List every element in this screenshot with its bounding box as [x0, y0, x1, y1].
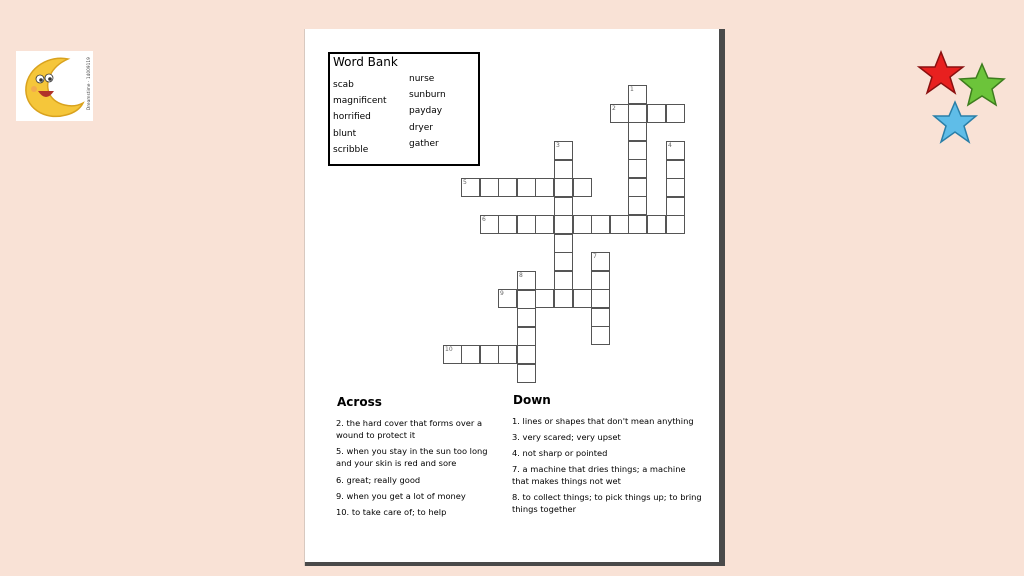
crossword-cell[interactable] — [573, 178, 592, 197]
crossword-cell[interactable] — [628, 215, 647, 234]
crossword-cell[interactable] — [517, 178, 536, 197]
word-bank-title: Word Bank — [333, 55, 398, 69]
crossword-cell[interactable] — [647, 104, 666, 123]
crossword-cell[interactable] — [554, 289, 573, 308]
crossword-cell[interactable] — [591, 289, 610, 308]
word-bank-word: magnificent — [333, 96, 387, 107]
crossword-cell[interactable] — [461, 345, 480, 364]
across-clue: 6. great; really good — [336, 475, 421, 485]
down-clue: 7. a machine that dries things; a machine that makes things not wet — [512, 464, 686, 486]
moon-icon — [16, 51, 93, 121]
crossword-cell[interactable] — [517, 327, 536, 346]
clue-number: 7 — [593, 253, 597, 260]
crossword-cell[interactable] — [480, 345, 499, 364]
down-clue: 1. lines or shapes that don't mean anything — [512, 416, 694, 426]
crossword-cell[interactable] — [610, 215, 629, 234]
worksheet-page — [305, 29, 725, 566]
crossword-cell[interactable] — [628, 104, 647, 123]
clue-number: 10 — [445, 346, 453, 353]
clue-number: 8 — [519, 272, 523, 279]
crossword-cell[interactable] — [647, 215, 666, 234]
clue-number: 3 — [556, 142, 560, 149]
word-bank-word: nurse — [409, 74, 435, 84]
clue-number: 1 — [630, 86, 634, 93]
crossword-cell[interactable] — [591, 215, 610, 234]
logo-credit: Dreamstime · 14009119 — [86, 57, 91, 110]
word-bank-column-2 — [409, 71, 446, 152]
crossword-cell[interactable] — [666, 178, 685, 197]
clue-number: 2 — [612, 105, 616, 112]
crossword-cell[interactable] — [666, 197, 685, 216]
moon-logo — [16, 51, 93, 121]
blue-star-icon — [934, 102, 976, 142]
word-bank-word: blunt — [333, 128, 357, 139]
crossword-cell[interactable] — [498, 215, 517, 234]
clue-number: 6 — [482, 216, 486, 223]
crossword-cell[interactable] — [591, 308, 610, 327]
crossword-cell[interactable] — [535, 178, 554, 197]
crossword-cell[interactable] — [554, 215, 573, 234]
crossword-cell[interactable] — [628, 141, 647, 160]
crossword-cell[interactable] — [554, 160, 573, 179]
crossword-cell[interactable] — [573, 215, 592, 234]
crossword-cell[interactable] — [517, 290, 536, 309]
crossword-cell[interactable] — [517, 308, 536, 327]
crossword-cell[interactable] — [554, 178, 573, 197]
clue-number: 5 — [463, 179, 467, 186]
crossword-cell[interactable] — [480, 178, 499, 197]
crossword-cell[interactable] — [498, 178, 517, 197]
across-clue: 2. the hard cover that forms over a wound to protect it — [336, 418, 483, 440]
across-clue: 5. when you stay in the sun too long and your skin is red and sore — [336, 446, 488, 468]
word-bank-word: dryer — [409, 122, 433, 133]
down-heading: Down — [513, 393, 551, 407]
crossword-cell[interactable] — [535, 289, 554, 308]
crossword-cell[interactable] — [554, 271, 573, 290]
crossword-cell[interactable] — [517, 345, 536, 364]
clue-number: 4 — [668, 142, 672, 149]
crossword-cell[interactable] — [666, 215, 685, 234]
crossword-cell[interactable] — [554, 234, 573, 253]
crossword-cell[interactable] — [666, 160, 685, 179]
word-bank-word: payday — [409, 106, 443, 117]
crossword-cell[interactable] — [591, 271, 610, 290]
clue-number: 9 — [500, 290, 504, 297]
crossword-cell[interactable] — [573, 289, 592, 308]
crossword-cell[interactable] — [554, 197, 573, 216]
crossword-cell[interactable] — [591, 326, 610, 345]
across-heading: Across — [337, 395, 382, 409]
word-bank-word: scribble — [333, 144, 369, 155]
crossword-cell[interactable] — [628, 196, 647, 215]
green-star-icon — [960, 64, 1004, 105]
down-clue: 3. very scared; very upset — [512, 432, 621, 442]
word-bank-word: sunburn — [409, 90, 446, 101]
across-clue: 9. when you get a lot of money — [336, 491, 466, 501]
word-bank-word: scab — [333, 80, 354, 90]
crossword-cell[interactable] — [498, 345, 517, 364]
crossword-cell[interactable] — [628, 159, 647, 178]
crossword-cell[interactable] — [535, 215, 554, 234]
across-clue: 10. to take care of; to help — [336, 507, 447, 517]
crossword-cell[interactable] — [628, 178, 647, 197]
crossword-cell[interactable] — [517, 364, 536, 383]
down-clue: 8. to collect things; to pick things up; to bring things together — [512, 492, 702, 514]
word-bank-word: gather — [409, 138, 439, 149]
red-star-icon — [919, 52, 963, 93]
down-clue: 4. not sharp or pointed — [512, 448, 608, 458]
crossword-cell[interactable] — [517, 215, 536, 234]
word-bank-word: horrified — [333, 112, 371, 123]
word-bank — [328, 52, 480, 166]
crossword-cell[interactable] — [554, 252, 573, 271]
word-bank-column-1 — [333, 77, 387, 158]
crossword-cell[interactable] — [628, 122, 647, 141]
stars-decoration — [912, 50, 1012, 150]
crossword-cell[interactable] — [666, 104, 685, 123]
